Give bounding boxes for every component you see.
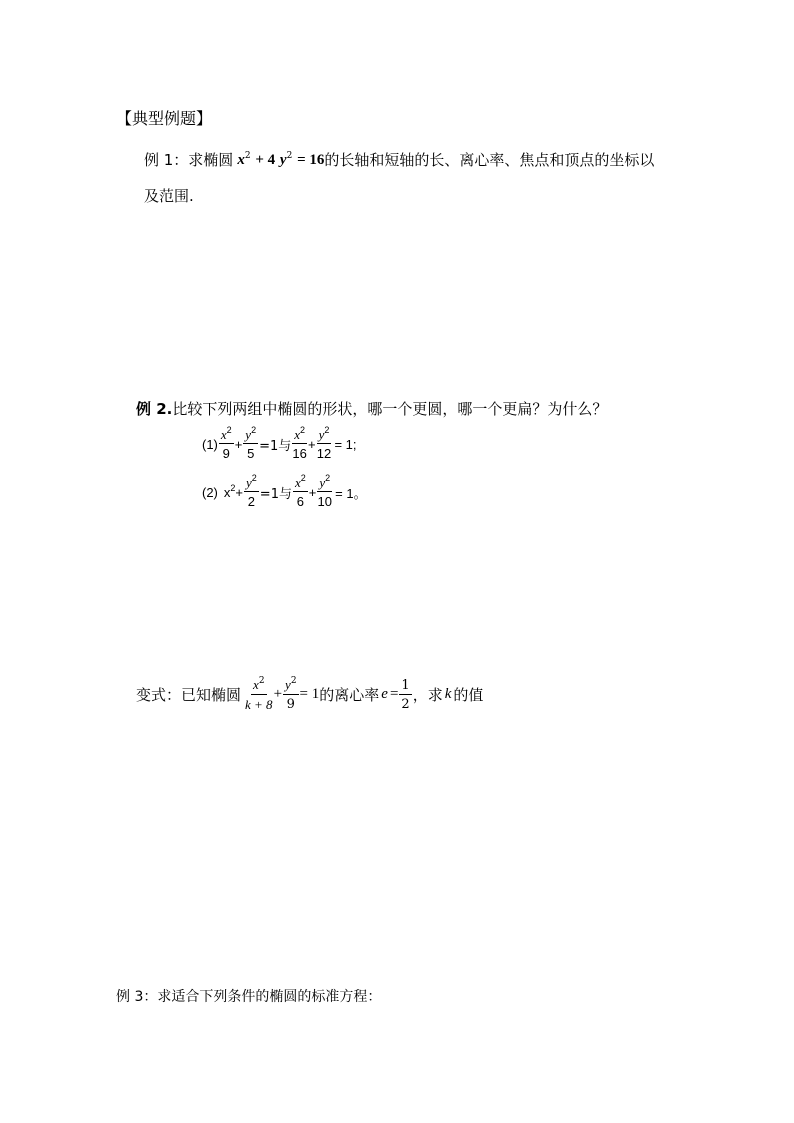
fraction: $\frac{y^2}{10}$ bbox=[317, 473, 332, 509]
fraction: $\frac{y^2}{12}$ bbox=[316, 425, 332, 461]
example-2-title bbox=[136, 398, 607, 419]
example-3: 例 3：求适合下列条件的椭圆的标准方程： bbox=[116, 989, 382, 1005]
fraction: $\frac{x^2}{k + 8}$ bbox=[245, 676, 273, 712]
fraction: $\frac{1}{2}$ bbox=[401, 677, 410, 712]
example-1-suffix: 的长轴和短轴的长、离心率、焦点和顶点的坐标以 bbox=[324, 150, 655, 169]
section-heading: 【典型例题】 bbox=[116, 109, 213, 128]
example-1-prefix: 例 1：求椭圆 bbox=[144, 150, 234, 169]
example-2-label: 例 2. bbox=[136, 400, 173, 418]
fraction: $\frac{y^2}{5}$ bbox=[245, 425, 257, 461]
fraction: $\frac{x^2}{16}$ bbox=[292, 425, 307, 461]
variant-prefix: 变式：已知椭圆 bbox=[136, 686, 242, 704]
fraction: $\frac{y^2}{9}$ bbox=[285, 676, 297, 712]
example-1-line-1 bbox=[144, 147, 654, 171]
example-2-part-1: (1) $\frac{x^2}{9}$ + $\frac{y^2}{5}$ =1与 $\frac{x^2}{16}$ + $\frac{y^2}{12}$ = 1; bbox=[202, 425, 357, 461]
variant-problem: 变式：已知椭圆 $\frac{x^2}{k + 8}$ + $\frac{y^2}{9}$ = 1 的离心率 e = $\frac{1}{2}$ ，求 k 的值 bbox=[136, 676, 484, 712]
example-1-line-2: 及范围. bbox=[144, 187, 194, 205]
example-2-part-2: (2) $x^2$ + $\frac{y^2}{2}$ =1与 $\frac{x^2}{6}$ + $\frac{y^2}{10}$ = 1。 bbox=[202, 473, 367, 509]
example-2-text: 比较下列两组中椭圆的形状，哪一个更圆，哪一个更扁？为什么？ bbox=[172, 400, 608, 418]
fraction: $\frac{x^2}{9}$ bbox=[220, 425, 232, 461]
part-2-label: (2) bbox=[202, 484, 218, 500]
part-1-label: (1) bbox=[202, 436, 218, 452]
example-1-equation: $x^2 + 4$ $y^2 = 16$ bbox=[237, 150, 325, 168]
fraction: $\frac{x^2}{6}$ bbox=[294, 473, 306, 509]
fraction: $\frac{y^2}{2}$ bbox=[246, 473, 257, 509]
